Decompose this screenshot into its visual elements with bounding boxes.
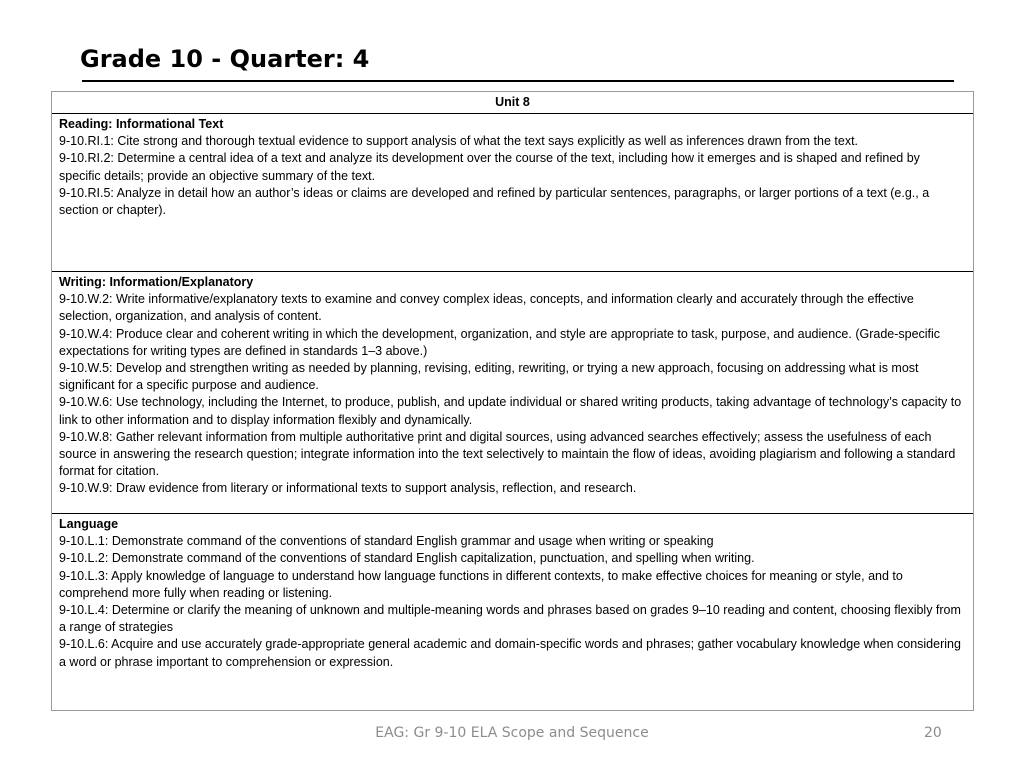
title-divider xyxy=(82,80,954,82)
standard-w-5: 9-10.W.5: Develop and strengthen writing as needed by planning, revising, editing, rewriting, or trying a new approach, focusing on addressing what is most significant for a specific purpose and audience. xyxy=(59,361,919,393)
standard-l-4: 9-10.L.4: Determine or clarify the meaning of unknown and multiple-meaning words and phrases based on grades 9–10 reading and content, choosing flexibly from a range of strategies xyxy=(59,603,961,635)
standard-w-9: 9-10.W.9: Draw evidence from literary or informational texts to support analysis, reflection, and research. xyxy=(59,481,637,496)
footer-text: EAG: Gr 9-10 ELA Scope and Sequence xyxy=(375,725,649,741)
reading-heading: Reading: Informational Text xyxy=(59,117,224,131)
standard-l-3: 9-10.L.3: Apply knowledge of language to understand how language functions in different contexts, to make effective choices for meaning or style, and to comprehend more fully when reading or listening. xyxy=(59,568,903,600)
language-section xyxy=(52,514,973,710)
writing-section xyxy=(52,272,973,514)
standard-l-2: 9-10.L.2: Demonstrate command of the conventions of standard English capitalization, punctuation, and spelling when writing. xyxy=(59,551,755,566)
unit-table xyxy=(51,91,974,711)
standard-ri-5: 9-10.RI.5: Analyze in detail how an author’s ideas or claims are developed and refined by particular sentences, paragraphs, or larger portions of a text (e.g., a section or chapter). xyxy=(59,185,930,218)
standard-w-6: 9-10.W.6: Use technology, including the Internet, to produce, publish, and update individual or shared writing products, taking advantage of technology’s capacity to link to other information and to display information flexibly and dynamically. xyxy=(59,395,962,427)
standard-l-6: 9-10.L.6: Acquire and use accurately grade-appropriate general academic and domain-specific words and phrases; gather vocabulary knowledge when considering a word or phrase important to comprehension or expression. xyxy=(59,637,961,669)
standard-ri-2: 9-10.RI.2: Determine a central idea of a text and analyze its development over the course of the text, including how it emerges and is shaped and refined by specific details; provide an objective summary of the text. xyxy=(59,151,920,183)
page-title: Grade 10 - Quarter: 4 xyxy=(80,45,370,73)
language-heading: Language xyxy=(59,517,119,531)
standard-w-2: 9-10.W.2: Write informative/explanatory texts to examine and convey complex ideas, concepts, and information clearly and accurately through the effective selection, organization, and analysis of content. xyxy=(59,292,914,324)
standard-w-8: 9-10.W.8: Gather relevant information from multiple authoritative print and digital sources, using advanced searches effectively; assess the usefulness of each source in answering the research question; integrate information into the text selectively to maintain the flow of ideas, avoiding plagiarism and following a standard format for citation. xyxy=(59,429,956,479)
writing-heading: Writing: Information/Explanatory xyxy=(59,275,254,289)
page-number: 20 xyxy=(924,725,942,741)
standard-l-1: 9-10.L.1: Demonstrate command of the conventions of standard English grammar and usage when writing or speaking xyxy=(59,534,714,549)
unit-header: Unit 8 xyxy=(52,92,973,114)
standard-ri-1: 9-10.RI.1: Cite strong and thorough textual evidence to support analysis of what the text says explicitly as well as inferences drawn from the text. xyxy=(59,134,859,149)
standard-w-4: 9-10.W.4: Produce clear and coherent writing in which the development, organization, and style are appropriate to task, purpose, and audience. (Grade-specific expectations for writing types are defined in standards 1–3 above.) xyxy=(59,326,941,358)
reading-section xyxy=(52,114,973,272)
